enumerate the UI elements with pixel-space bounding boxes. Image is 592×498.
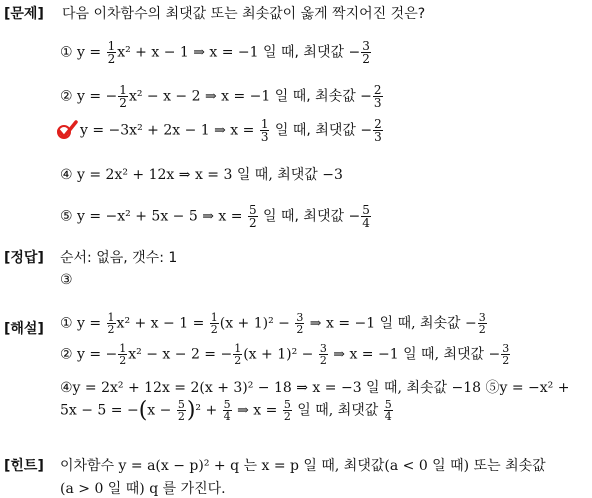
option-5-frac-b: $\frac{5}{4}$ xyxy=(362,203,370,230)
option-5[interactable] xyxy=(60,204,372,229)
option-5-result: 일 때, 최댓값 − xyxy=(258,208,361,225)
option-3-result: 일 때, 최댓값 − xyxy=(270,122,373,139)
answer-label: [정답] xyxy=(4,250,44,266)
explanation-label: [해설] xyxy=(4,321,44,337)
option-3-frac-b: $\frac{2}{3}$ xyxy=(374,117,382,144)
option-2-frac-a: $\frac{1}{2}$ xyxy=(119,83,127,110)
hint-line-1: 이차함수 y = a(x − p)² + q 는 x = p 일 때, 최댓값(a < 0 일 때) 또는 최솟값 xyxy=(60,458,546,474)
option-2-frac-b: $\frac{2}{3}$ xyxy=(373,83,382,110)
option-2-expr: y = − xyxy=(77,88,118,105)
option-2-expr-b: x² − x − 2 ⇒ x = −1 xyxy=(128,88,271,105)
option-1-expr: y = xyxy=(77,44,106,61)
option-5-frac-a: $\frac{5}{2}$ xyxy=(248,203,257,230)
explanation-line-2: ② y = − $\frac{1}{2}$ x² − x − 2 = − $\frac{1}{2}$ (x + 1)² − $\frac{3}{2}$ ⇒ x = −1 일 때, 최댓값 − $\frac{3}{2}$ xyxy=(60,342,510,367)
option-1-frac-b: $\frac{3}{2}$ xyxy=(362,39,370,66)
question-label: [문제] xyxy=(4,6,44,22)
option-2-result: 일 때, 최솟값 − xyxy=(270,88,372,105)
option-1-frac-a: $\frac{1}{2}$ xyxy=(107,39,116,66)
option-2-marker: ② xyxy=(60,88,73,105)
explanation-line-4: 5x − 5 = −(x − $\frac{5}{2}$ )² + $\frac{5}{4}$ ⇒ x = $\frac{5}{2}$ 일 때, 최댓값 $\frac{5}{4}$ xyxy=(60,398,392,423)
option-5-expr: y = −x² + 5x − 5 ⇒ x = xyxy=(77,208,247,225)
option-4[interactable] xyxy=(60,164,343,184)
hint-line-2: (a > 0 일 때) q 를 가진다. xyxy=(60,481,226,497)
option-1-result: 일 때, 최댓값 − xyxy=(258,44,361,61)
hint-label: [힌트] xyxy=(4,458,44,474)
explanation-line-1: ① y = $\frac{1}{2}$ x² + x − 1 = $\frac{1}{2}$ (x + 1)² − $\frac{3}{2}$ ⇒ x = −1 일 때, 최솟값 − $\frac{3}{2}$ xyxy=(60,311,486,336)
option-2[interactable] xyxy=(60,84,384,109)
option-3-expr: y = −3x² + 2x − 1 ⇒ x = xyxy=(80,122,259,139)
option-3[interactable] xyxy=(80,118,384,143)
option-5-marker: ⑤ xyxy=(60,208,73,225)
option-1[interactable] xyxy=(60,40,372,65)
question-text: 다음 이차함수의 최댓값 또는 최솟값이 옳게 짝지어진 것은? xyxy=(62,6,426,22)
option-4-marker: ④ xyxy=(60,167,73,183)
check-mark-icon xyxy=(54,118,80,144)
option-1-expr-b: x² + x − 1 ⇒ x = −1 xyxy=(117,44,259,61)
explanation-line-3: ④y = 2x² + 12x = 2(x + 3)² − 18 ⇒ x = −3 일 때, 최솟값 −18 ⑤y = −x² + xyxy=(60,380,570,396)
option-1-marker: ① xyxy=(60,44,73,61)
answer-choice: ③ xyxy=(60,272,73,288)
answer-info: 순서: 없음, 갯수: 1 xyxy=(60,250,178,266)
option-3-frac-a: $\frac{1}{3}$ xyxy=(260,117,269,144)
option-4-text: y = 2x² + 12x ⇒ x = 3 일 때, 최댓값 −3 xyxy=(77,167,343,183)
